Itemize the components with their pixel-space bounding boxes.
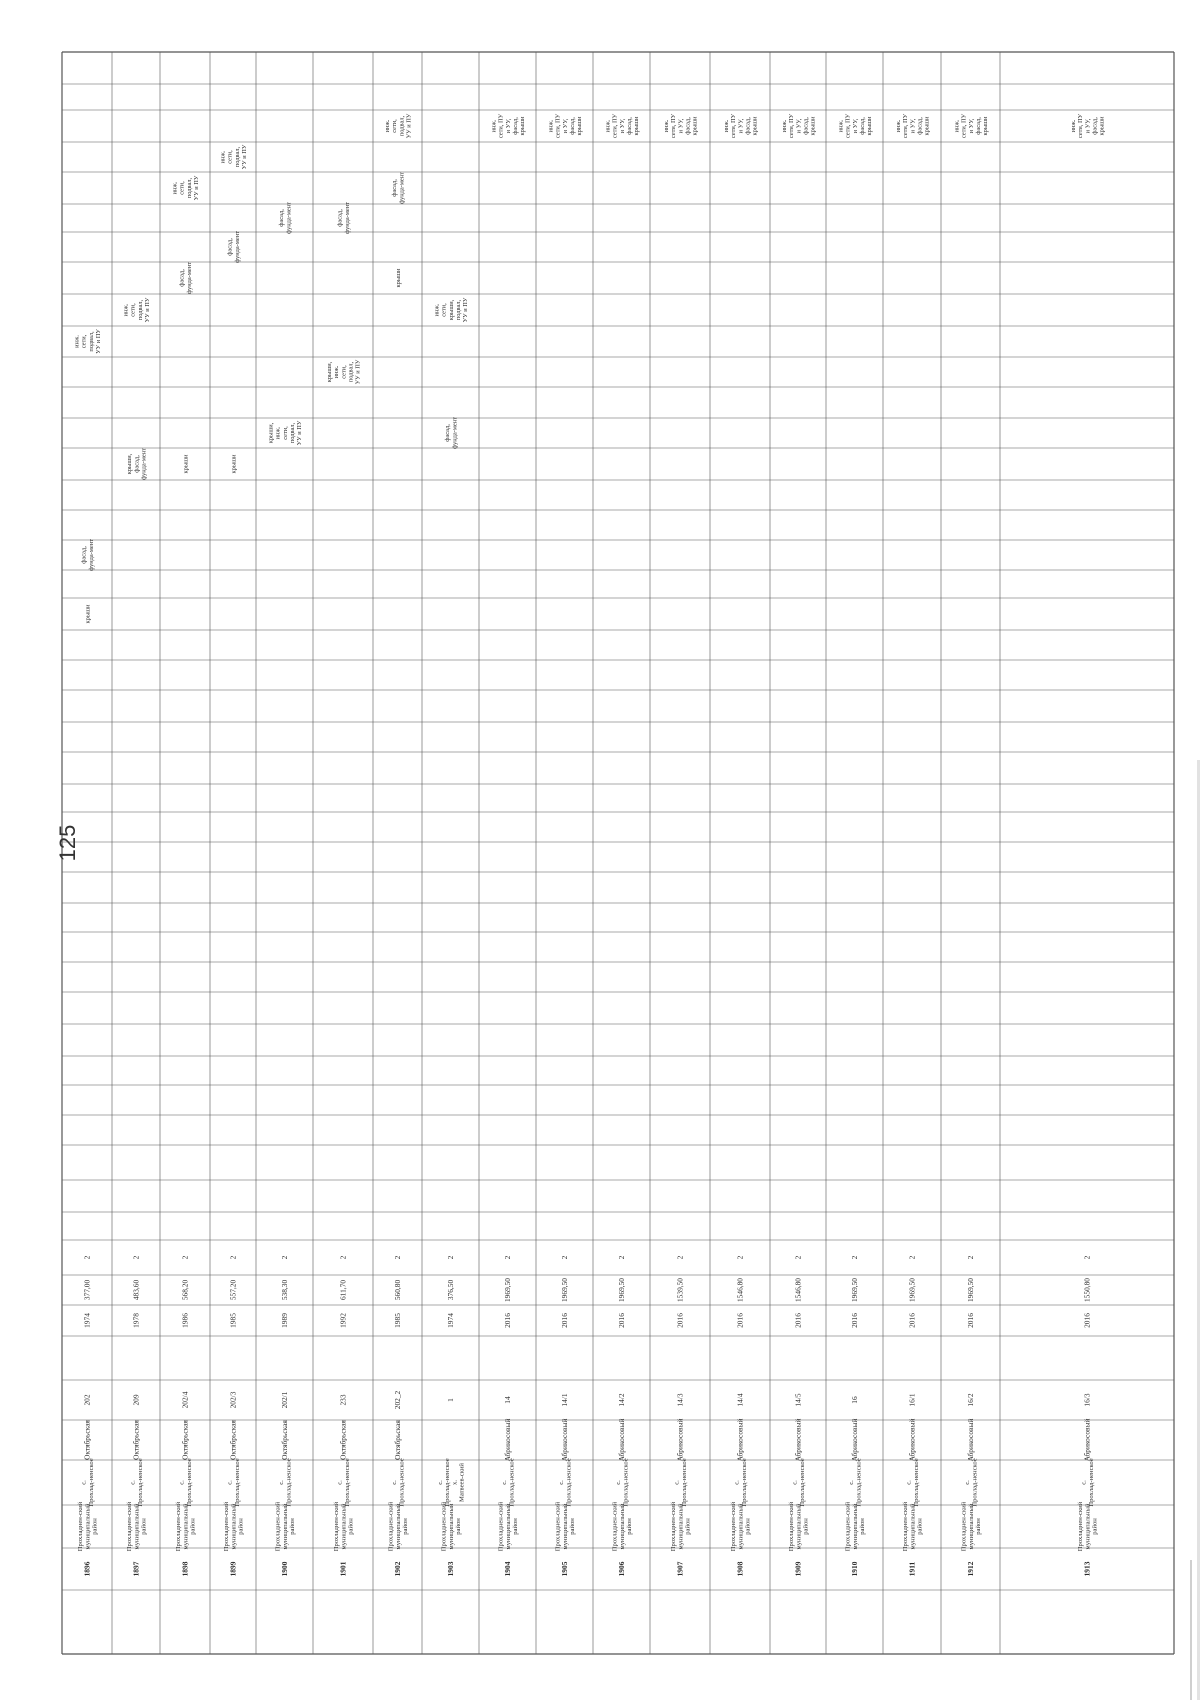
cell-year-text: 1986 [180,1313,190,1328]
cell-year [908,1313,917,1328]
cell-area-text: 1969,50 [907,1277,917,1303]
cell-house [908,1393,917,1406]
cell-settlement-text: с.Прохлад-ненское [673,1458,688,1507]
cell-house [181,1391,190,1408]
cell-house-text: 16/3 [1082,1393,1092,1407]
cell-street-text: Абрикосовый [850,1418,860,1462]
cell-floors-text: 2 [82,1255,92,1260]
cell-street-text: Абрикосовый [560,1418,570,1462]
cell-work-text: фасад,фунда-мент [178,262,193,294]
cell-street-text: Абрикосовый [617,1418,627,1462]
cell-year [503,1313,512,1328]
cell-work-text: инж.сети,подвал,УУ и ПУ [384,113,413,139]
cell-street-text: Октябрьская [180,1420,190,1460]
cell-area [503,1278,512,1302]
cell-work-text: крыши,инж.сети,подвал,УУ и ПУ [267,420,303,446]
cell-floors-text: 2 [966,1255,976,1260]
cell-floors [132,1255,141,1259]
cell-floors-text: 2 [228,1255,238,1260]
cell-district-text: Прохладнен-скиймуниципальныйрайон [126,1501,148,1552]
cell-street [132,1420,141,1460]
cell-settlement-text: с.Прохлад-ненское [905,1458,920,1507]
cell-work-text: инж.сети, ПУи УУ,фасад,крыши [663,113,699,139]
cell-year-text: 2016 [735,1313,745,1328]
cell-no [908,1562,917,1577]
cell-floors [676,1255,685,1259]
cell-year [339,1313,348,1328]
cell-street [393,1420,402,1460]
cell-district-text: Прохладнен-скиймуниципальныйрайон [611,1501,634,1552]
cell-work-text: инж.сети, ПУи УУ,фасад,крыши [547,113,583,139]
cell-no-text: 1897 [131,1561,141,1577]
cell-area-text: 1969,50 [966,1277,976,1303]
cell-year-text: 1974 [446,1313,456,1328]
cell-floors [794,1255,803,1259]
cell-year [1083,1313,1092,1328]
cell-house-text: 202/1 [280,1391,290,1409]
cell-floors-text: 2 [1082,1255,1092,1260]
cell-no-text: 1913 [1082,1561,1092,1577]
cell-street-text: Абрикосовый [793,1418,803,1462]
cell-street [229,1420,238,1460]
cell-house [83,1394,92,1405]
cell-work-text: фасад,фунда-мент [80,539,95,571]
cell-area [280,1280,289,1301]
cell-house [229,1391,238,1408]
cell-house [280,1391,289,1408]
cell-no-text: 1901 [338,1561,348,1577]
cell-area-text: 611,70 [338,1279,348,1301]
cell-street-text: Абрикосовый [1082,1418,1092,1462]
cell-floors-text: 2 [131,1255,141,1260]
cell-no [736,1561,745,1576]
cell-street [560,1419,569,1462]
cell-settlement-text: с.Прохлад-ненское [733,1458,748,1507]
cell-district-text: Прохладнен-скиймуниципальныйрайон [902,1501,924,1552]
cell-area [393,1280,402,1301]
cell-street-text: Октябрьская [82,1420,92,1460]
cell-street [966,1419,975,1462]
cell-work-text: крыши,фасад,фунда-мент [126,448,148,480]
cell-house-text: 16/2 [966,1393,976,1407]
cell-no [393,1561,402,1576]
cell-street [736,1419,745,1462]
cell-floors-text: 2 [446,1255,456,1260]
cell-area [560,1278,569,1302]
cell-floors [908,1255,917,1259]
cell-district-text: Прохладнен-скиймуниципальныйрайон [274,1501,297,1552]
cell-work-text: инж.сети, ПУи УУ,фасад,крыши [953,113,989,139]
cell-floors-text: 2 [675,1255,685,1260]
cell-area-text: 1969,50 [617,1277,627,1303]
cell-work-text: инж.сети,подвал,УУ и ПУ [122,297,151,323]
cell-work-text: инж.сети,подвал,УУ и ПУ [171,175,200,201]
cell-year-text: 2016 [675,1313,685,1328]
cell-work-text: крыши [84,604,92,624]
cell-area-text: 1546,80 [735,1277,745,1303]
cell-house [560,1393,569,1406]
cell-district-text: Прохладнен-скиймуниципальныйрайон [670,1501,692,1552]
cell-house-text: 209 [131,1394,141,1406]
cell-area [908,1278,917,1302]
cell-floors [280,1255,289,1259]
cell-area-text: 557,20 [228,1279,238,1301]
cell-house-text: 14 [503,1396,513,1404]
cell-no-text: 1910 [850,1561,860,1577]
cell-street-text: Октябрьская [280,1420,290,1460]
cell-work-text: инж.сети, ПУи УУ,фасад,крыши [723,113,759,139]
page-edge-shadow-lower [1190,1560,1192,1700]
cell-work-text: инж.сети, ПУи УУ,фасад,крыши [895,113,931,139]
cell-house-text: 202/4 [180,1391,190,1409]
cell-district-text: Прохладнен-скиймуниципальныйрайон [223,1501,245,1552]
cell-no [617,1561,626,1576]
cell-no [794,1561,803,1576]
cell-floors [560,1255,569,1259]
cell-district-text: Прохладнен-скиймуниципальныйрайон [844,1501,867,1552]
cell-area-text: 560,80 [393,1279,403,1301]
cell-street [908,1419,917,1462]
cell-no-text: 1902 [393,1561,403,1577]
cell-area-text: 568,20 [180,1279,190,1301]
cell-settlement-text: с.Прохлад-ненское [278,1458,293,1507]
cell-house [966,1393,975,1406]
cell-street [617,1419,626,1462]
cell-work-text: фасад,фунда-мент [336,202,351,234]
cell-year [560,1313,569,1328]
cell-floors-text: 2 [850,1255,860,1260]
cell-year-text: 1992 [338,1313,348,1328]
cell-area-text: 1969,50 [560,1277,570,1303]
cell-work [230,454,237,474]
cell-year [132,1313,141,1328]
cell-no-text: 1907 [675,1561,685,1577]
cell-house [132,1394,141,1405]
cell-year-text: 2016 [503,1313,513,1328]
cell-district-text: Прохладнен-скиймуниципальныйрайон [175,1501,197,1552]
cell-area [676,1278,685,1302]
cell-house [676,1393,685,1406]
cell-street-text: Октябрьская [338,1420,348,1460]
cell-area [339,1280,348,1300]
cell-work-text: крыши,инж.сети,подвал,УУ и ПУ [326,359,362,385]
cell-floors [229,1255,238,1259]
cell-year [83,1313,92,1328]
cell-no-text: 1905 [560,1561,570,1577]
cell-house-text: 14/1 [560,1393,570,1407]
cell-floors [393,1255,402,1259]
cell-street [339,1420,348,1460]
cell-settlement-text: с.Прохлад-ненское [336,1458,351,1507]
cell-house [503,1396,512,1404]
cell-house-text: 14/5 [793,1393,803,1407]
cell-street-text: Октябрьская [228,1420,238,1460]
cell-settlement-text: с.Прохлад-ненское [1080,1458,1095,1507]
cell-house-text: 14/3 [675,1393,685,1407]
cell-floors-text: 2 [393,1255,403,1260]
cell-house [736,1393,745,1406]
cell-area-text: 1550,80 [1082,1277,1092,1303]
cell-district-text: Прохладнен-скиймуниципальныйрайон [387,1501,410,1552]
cell-settlement-text: с.Прохлад-ненское [391,1458,406,1507]
cell-work-text: фасад,фунда-мент [391,172,406,204]
cell-settlement-text: с.Прохлад-ненское [501,1458,516,1507]
cell-year-text: 1985 [393,1313,403,1328]
cell-street [676,1419,685,1462]
cell-year-text: 2016 [907,1313,917,1328]
cell-settlement-text: с.Прохлад-ненское [964,1458,979,1507]
cell-year [966,1313,975,1328]
cell-no-text: 1896 [82,1561,92,1577]
cell-no [280,1561,289,1576]
cell-floors-text: 2 [338,1255,348,1260]
cell-street [850,1419,859,1462]
cell-floors [1083,1255,1092,1259]
cell-work-text: инж.сети,подвал,УУ и ПУ [219,144,248,170]
cell-year-text: 1974 [82,1313,92,1328]
cell-floors-text: 2 [793,1255,803,1260]
cell-work-text: инж.сети, ПУи УУ,фасад,крыши [604,113,640,139]
cell-work-text: фасад,фунда-мент [278,202,293,234]
cell-house [339,1394,348,1405]
cell-floors-text: 2 [280,1255,290,1260]
cell-floors [736,1255,745,1259]
cell-district-text: Прохладнен-скиймуниципальныйрайон [730,1501,752,1552]
cell-work-text: инж.сети,подвал,УУ и ПУ [73,329,102,354]
cell-settlement-text: с.Прохлад-ненское [848,1458,863,1507]
cell-area [966,1278,975,1302]
cell-area [229,1280,238,1301]
cell-floors [83,1255,92,1259]
cell-street-text: Октябрьская [393,1420,403,1460]
cell-street-text: Абрикосовый [966,1418,976,1462]
cell-area [794,1278,803,1302]
cell-area [1083,1278,1092,1302]
cell-house [446,1398,455,1402]
cell-floors [503,1255,512,1259]
cell-house-text: 16 [850,1396,860,1404]
cell-area-text: 1546,80 [793,1277,803,1303]
cell-year [446,1313,455,1328]
page-number: 125 [55,824,80,862]
cell-no [229,1561,238,1576]
cell-house [393,1390,402,1409]
cell-settlement-text: с.Прохлад-ненское [129,1458,144,1507]
cell-settlement-text: с.Прохлад-ненское [178,1458,193,1507]
cell-work [395,268,402,288]
cell-area [132,1280,141,1301]
cell-no-text: 1898 [180,1561,190,1577]
cell-no [339,1561,348,1576]
cell-year [617,1313,626,1328]
cell-house-text: 202/3 [228,1391,238,1409]
cell-floors-text: 2 [560,1255,570,1260]
cell-year-text: 2016 [617,1313,627,1328]
cell-street [280,1420,289,1460]
cell-no [850,1561,859,1576]
cell-work-text: фасад,фунда-мент [226,231,241,263]
cell-no-text: 1909 [793,1561,803,1577]
cell-no-text: 1908 [735,1561,745,1577]
cell-year [280,1313,289,1328]
cell-no-text: 1900 [280,1561,290,1577]
cell-year-text: 1985 [228,1313,238,1328]
cell-no [676,1561,685,1576]
cell-work-text: инж.сети, ПУи УУ,фасад,крыши [837,113,873,139]
cell-floors-text: 2 [503,1255,513,1260]
cell-district-text: Прохладнен-скиймуниципальныйрайон [554,1501,577,1552]
cell-year-text: 2016 [850,1313,860,1328]
cell-work-text: инж.сети, ПУи УУ,фасад,крыши [490,113,526,139]
cell-house-text: 202_2 [393,1390,403,1410]
cell-district-text: Прохладнен-скиймуниципальныйрайон [960,1501,983,1552]
cell-no-text: 1911 [907,1561,917,1577]
cell-street-text: Абрикосовый [675,1418,685,1462]
cell-floors [446,1255,455,1259]
cell-floors-text: 2 [907,1255,917,1260]
cell-settlement-text: с.Прохлад-ненское [558,1458,573,1507]
cell-area [446,1280,455,1301]
cell-year [850,1313,859,1328]
cell-street-text: Абрикосовый [735,1418,745,1462]
cell-house [1083,1393,1092,1406]
cell-year [676,1313,685,1328]
cell-house [617,1393,626,1406]
cell-district-text: Прохладнен-скиймуниципальныйрайон [77,1501,99,1552]
cell-year [393,1313,402,1328]
cell-no [503,1561,512,1576]
cell-district-text: Прохладнен-скиймуниципальныйрайон [440,1501,463,1552]
cell-no [181,1561,190,1576]
cell-no [1083,1561,1092,1576]
cell-street-text: Абрикосовый [907,1418,917,1462]
cell-house-text: 202 [82,1394,92,1406]
cell-no-text: 1906 [617,1561,627,1577]
cell-year-text: 2016 [793,1313,803,1328]
cell-district-text: Прохладнен-скиймуниципальныйрайон [497,1501,520,1552]
cell-settlement-text: с.Прохлад-ненскоех.Матвеев-ский [436,1458,466,1507]
cell-floors-text: 2 [617,1255,627,1260]
cell-no [966,1561,975,1576]
cell-settlement-text: с.Прохлад-ненское [226,1458,241,1507]
cell-work-text: крыши [230,454,238,474]
cell-district-text: Прохладнен-скиймуниципальныйрайон [333,1501,355,1552]
cell-floors [850,1255,859,1259]
cell-year-text: 1989 [280,1313,290,1328]
cell-year-text: 2016 [560,1313,570,1328]
cell-floors-text: 2 [180,1255,190,1260]
cell-work-text: крыши [182,454,190,474]
cell-work [84,604,91,624]
cell-house-text: 14/4 [735,1393,745,1407]
cell-year-text: 2016 [966,1313,976,1328]
cell-floors [181,1255,190,1259]
cell-settlement-text: с.Прохлад-ненское [80,1458,95,1507]
cell-street [83,1420,92,1460]
cell-work-text: инж.сети,крыши,подвал,УУ и ПУ [433,297,469,323]
cell-work-text: крыши [394,268,402,288]
cell-street-text: Октябрьская [131,1420,141,1460]
cell-floors [339,1255,348,1259]
cell-house-text: 233 [338,1394,348,1406]
cell-no-text: 1904 [503,1561,513,1577]
cell-area-text: 1969,50 [503,1277,513,1303]
cell-no-text: 1899 [228,1561,238,1577]
cell-house [794,1393,803,1406]
cell-house [850,1396,859,1404]
cell-area-text: 377,00 [82,1279,92,1301]
cell-no [560,1561,569,1576]
cell-area [850,1278,859,1302]
cell-year [229,1313,238,1328]
cell-district-text: Прохладнен-скиймуниципальныйрайон [1077,1501,1099,1552]
cell-floors-text: 2 [735,1255,745,1260]
cell-work [182,454,189,474]
cell-street [181,1420,190,1460]
cell-year [794,1313,803,1328]
cell-work-text: фасад,фунда-мент [444,417,459,449]
cell-area [181,1280,190,1301]
cell-area-text: 538,30 [280,1279,290,1301]
cell-settlement-text: с.Прохлад-ненское [615,1458,630,1507]
cell-settlement-text: с.Прохлад-ненское [791,1458,806,1507]
cell-area [617,1278,626,1302]
cell-area-text: 376,50 [446,1279,456,1301]
cell-house-text: 1 [446,1398,456,1402]
cell-work-text: инж.сети, ПУи УУ,фасад,крыши [781,113,817,139]
cell-year [736,1313,745,1328]
cell-no [446,1561,455,1576]
cell-floors [617,1255,626,1259]
cell-area [83,1280,92,1301]
cell-area-text: 1539,50 [675,1277,685,1303]
cell-no [132,1561,141,1576]
cell-street [1083,1419,1092,1462]
cell-work-text: инж.сети, ПУи УУ,фасад,крыши [1070,113,1106,139]
cell-year [181,1313,190,1328]
cell-district-text: Прохладнен-скиймуниципальныйрайон [788,1501,810,1552]
cell-house-text: 14/2 [617,1393,627,1407]
cell-year-text: 1978 [131,1313,141,1328]
cell-year-text: 2016 [1082,1313,1092,1328]
cell-area-text: 1969,50 [850,1277,860,1303]
cell-street [794,1419,803,1462]
cell-no [83,1561,92,1576]
cell-floors [966,1255,975,1259]
cell-area-text: 483,60 [131,1279,141,1301]
cell-no-text: 1903 [446,1561,456,1577]
cell-street [503,1419,512,1462]
cell-house-text: 16/1 [907,1393,917,1407]
cell-street-text: Абрикосовый [503,1418,513,1462]
cell-area [736,1278,745,1302]
cell-no-text: 1912 [966,1561,976,1577]
